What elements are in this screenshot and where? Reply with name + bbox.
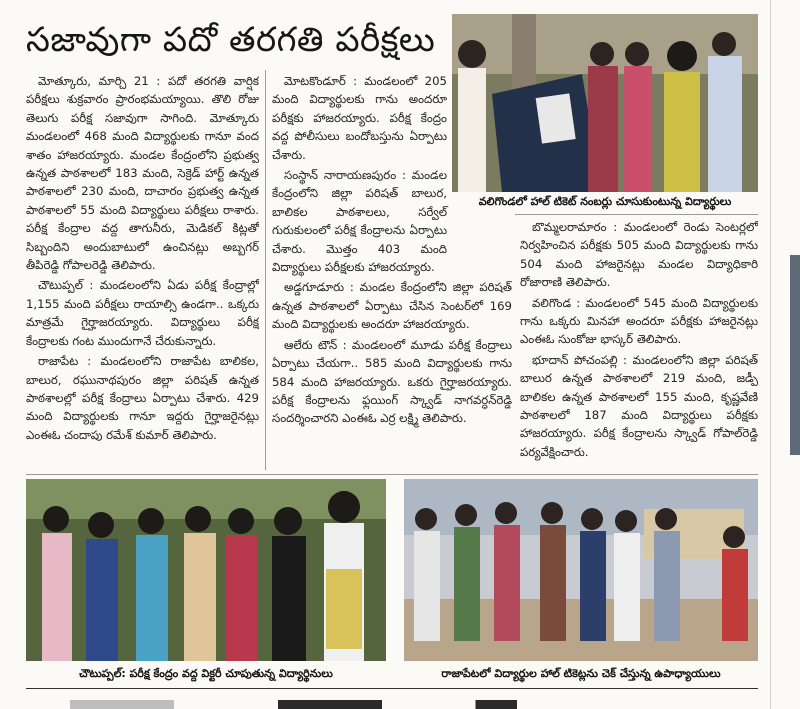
page-edge-divider [770, 0, 771, 709]
paragraph: బొమ్మలరామారం : మండలంలో రెండు సెంటర్లలో నిర్వహించిన పరీక్షకు 505 మంది విద్యార్థులకు గాను 504 మంది హాజరైనట్లు మండల విద్యాధికారి రోజారాణి తెలిపారు. [520, 220, 758, 290]
photo-caption: రాజాపేటలో విద్యార్థుల హాల్ టికెట్లను చెక్ చేస్తున్న ఉపాధ్యాయులు [441, 667, 721, 680]
photo-rajapeta-teachers [404, 479, 758, 661]
paragraph: సంస్థాన్ నారాయణపురం : మండల కేంద్రంలోని జిల్లా పరిషత్ బాలుర, బాలికల పాఠశాలలు, సర్వేల్ గురుకులంలో పరీక్ష కేంద్రాలను ఏర్పాటు చేశారు. మొత్తం 403 మంది విద్యార్థులు పరీక్షలకు హాజరయ్యారు. [272, 168, 447, 275]
adjacent-article-photo [790, 255, 800, 455]
text-column-1 [26, 72, 259, 472]
photo-caption: వలిగొండలో హాల్ టికెట్ నంబర్లు చూసుకుంటున్న విద్యార్థులు [478, 195, 732, 208]
bottom-divider [26, 688, 758, 689]
photo-illustration [404, 479, 758, 661]
section-divider [26, 474, 758, 475]
paragraph: ఆలేరు టౌన్ : మండలంలో మూడు పరీక్ష కేంద్రాలు ఏర్పాటు చేయగా.. 585 మంది విద్యార్థులకు గాను 584 మంది హాజరయ్యారు. ఒకరు గైర్హాజరయ్యారు. పరీక్ష కేంద్రాలను ఫ్లయింగ్ స్క్వాడ్ నాగవర్ధన్‌రెడ్డి సందర్శించారని ఎంఈఓ ఎర్ర లక్ష్మి తెలిపారు. [272, 337, 512, 426]
photo-choutuppal-students [26, 479, 386, 661]
paragraph: మోత్కూరు, మార్చి 21 : పదో తరగతి వార్షిక పరీక్షలు శుక్రవారం ప్రారంభమయ్యాయి. తొలి రోజు తెలుగు పరీక్ష సజావుగా సాగింది. మోత్కూరు మండలంలో 468 మంది విద్యార్థులకు గానూ వంద శాతం హాజరయ్యారు. మండల కేంద్రంలోని ప్రభుత్వ ఉన్నత పాఠశాలలో 183 మంది, సెక్రెడ్ హార్ట్ ఉన్నత పాఠశాలలో 230 మంది, దాచారం ప్రభుత్వ ఉన్నత పాఠశాలలో 55 మంది విద్యార్థులు పరీక్షలు రాశారు. పరీక్ష కేంద్రాల వద్ద తాగునీరు, మెడికల్ కిట్లతో సిబ్బందిని అందుబాటులో ఉంచినట్లు అబ్బగర్ తీపిరెడ్డి గోపాలరెడ్డి తెలిపారు. [26, 74, 259, 273]
paragraph: రాజాపేట : మండలంలోని రాజాపేట బాలికల, బాలుర, రఘునాథపురం జిల్లా పరిషత్ ఉన్నత పాఠశాలల్లో పరీక్ష కేంద్రాలు ఏర్పాటు చేశారు. 429 మంది విద్యార్థులకు గానూ ఇద్దరు గైర్హాజరైనట్లు ఎంఈఓ చందాపు రమేశ్ కుమార్ తెలిపారు. [26, 354, 259, 442]
article-headline: సజావుగా పదో తరగతి పరీక్షలు [26, 20, 436, 60]
section-divider [515, 214, 758, 215]
paragraph: మోటకొండూర్ : మండలంలో 205 మంది విద్యార్థులకు గాను అందరూ పరీక్షకు హాజరయ్యారు. పరీక్ష కేంద్రం వద్ద పోలీసులు బందోబస్తును ఏర్పాటు చేశారు. [272, 74, 447, 162]
photo-valigonda-students [452, 14, 758, 192]
text-column-3 [520, 218, 758, 470]
column-divider [265, 70, 266, 470]
next-headline-fragment [70, 700, 590, 709]
photo-illustration [26, 479, 386, 661]
paragraph: చౌటుప్పల్ : మండలంలోని ఏడు పరీక్ష కేంద్రాల్లో 1,155 మంది పరీక్షలు రాయాల్సి ఉండగా.. ఒక్కరు మాత్రమే గైర్హాజరయ్యారు. విద్యార్థులు పరీక్ష కేంద్రాలకు గంట ముందుగానే చేరుకున్నారు. [26, 278, 259, 348]
paragraph: వలిగొండ : మండలంలో 545 మంది విద్యార్థులకు గాను ఒక్కరు మినహా అందరూ పరీక్షకు హాజరైనట్లు ఎంఈఓ సుంకోజు భాస్కర్ తెలిపారు. [520, 295, 758, 347]
paragraph: భూదాన్ పోచంపల్లి : మండలంలోని జిల్లా పరిషత్ బాలుర ఉన్నత పాఠశాలలో 219 మంది, జడ్పీ బాలికల ఉన్నత పాఠశాలలో 155 మంది, కృష్ణవేణి పాఠశాలలో 187 మంది విద్యార్థులు పరీక్షకు హాజరయ్యారు. పరీక్ష కేంద్రాలను స్క్వాడ్ గోపాల్‌రెడ్డి పర్యవేక్షించారు. [520, 352, 758, 459]
photo-caption: చౌటుప్పల్: పరీక్ష కేంద్రం వద్ద విక్టరీ చూపుతున్న విద్యార్థినులు [79, 667, 333, 680]
photo-illustration [452, 14, 758, 192]
paragraph: అడ్డగూడూరు : మండల కేంద్రంలోని జిల్లా పరిషత్ ఉన్నత పాఠశాలలో ఏర్పాటు చేసిన సెంటర్‌లో 169 మంది విద్యార్థులకు అందరూ హాజరయ్యారు. [272, 280, 512, 332]
